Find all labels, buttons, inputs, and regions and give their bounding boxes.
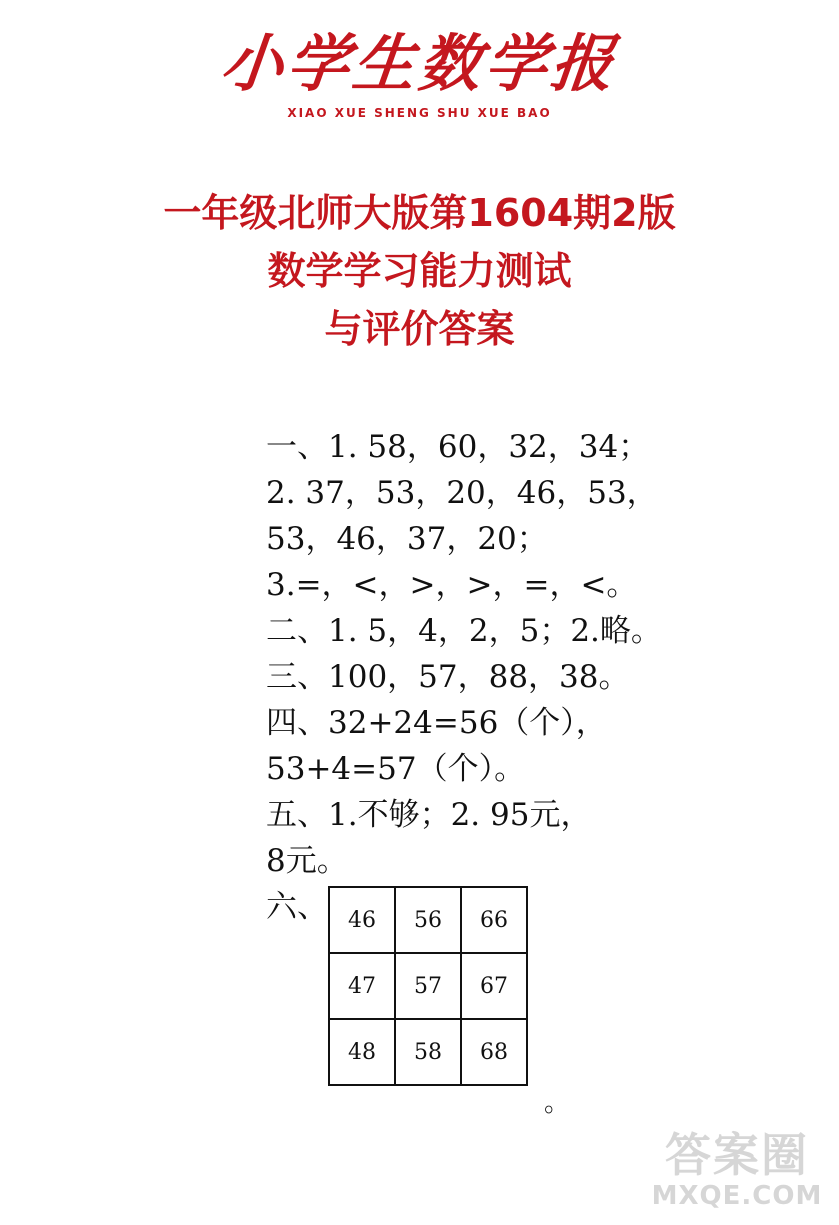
page-title — [0, 184, 839, 358]
grid-cell: 57 — [395, 953, 461, 1019]
number-grid — [328, 886, 528, 1086]
answer-line: 二、1. 5，4，2，5；2.略。 — [266, 613, 662, 649]
answer-line: 53+4=57（个）。 — [266, 751, 526, 787]
answer-line: 五、1.不够；2. 95元， — [266, 797, 592, 833]
grid-label: 六、 — [266, 889, 328, 925]
grid-cell: 47 — [329, 953, 395, 1019]
answer-grid-section — [266, 884, 586, 1118]
answer-line: 三、100，57，88，38。 — [266, 659, 630, 695]
answer-line: 一、1. 58，60，32，34； — [266, 429, 650, 465]
answer-line: 53，46，37，20； — [266, 521, 548, 557]
grid-row — [329, 953, 527, 1019]
masthead — [0, 28, 839, 120]
title-line-3: 与评价答案 — [324, 307, 515, 351]
watermark-url: MXQE.COM — [651, 1181, 823, 1211]
grid-cell: 67 — [461, 953, 527, 1019]
grid-row — [329, 1019, 527, 1085]
answer-list — [266, 424, 826, 884]
answer-line: 8元。 — [266, 843, 348, 879]
watermark-logo: 答案圈 — [665, 1128, 809, 1182]
title-line-1: 一年级北师大版第1604期2版 — [163, 191, 676, 235]
grid-cell: 56 — [395, 887, 461, 953]
answer-line: 四、32+24=56（个）， — [266, 705, 607, 741]
answer-line: 3.=，<，>，>，=，<。 — [266, 567, 638, 603]
newspaper-pinyin: XIAO XUE SHENG SHU XUE BAO — [287, 106, 552, 120]
answer-line: 2. 37，53，20，46，53， — [266, 475, 658, 511]
grid-cell: 48 — [329, 1019, 395, 1085]
grid-cell: 68 — [461, 1019, 527, 1085]
grid-cell: 46 — [329, 887, 395, 953]
watermark — [647, 1129, 827, 1211]
title-line-2: 数学学习能力测试 — [267, 249, 572, 293]
grid-cell: 58 — [395, 1019, 461, 1085]
grid-end-mark: 。 — [544, 1088, 571, 1118]
grid-cell: 66 — [461, 887, 527, 953]
grid-row — [329, 887, 527, 953]
newspaper-logo: 小学生数学报 — [217, 27, 622, 100]
